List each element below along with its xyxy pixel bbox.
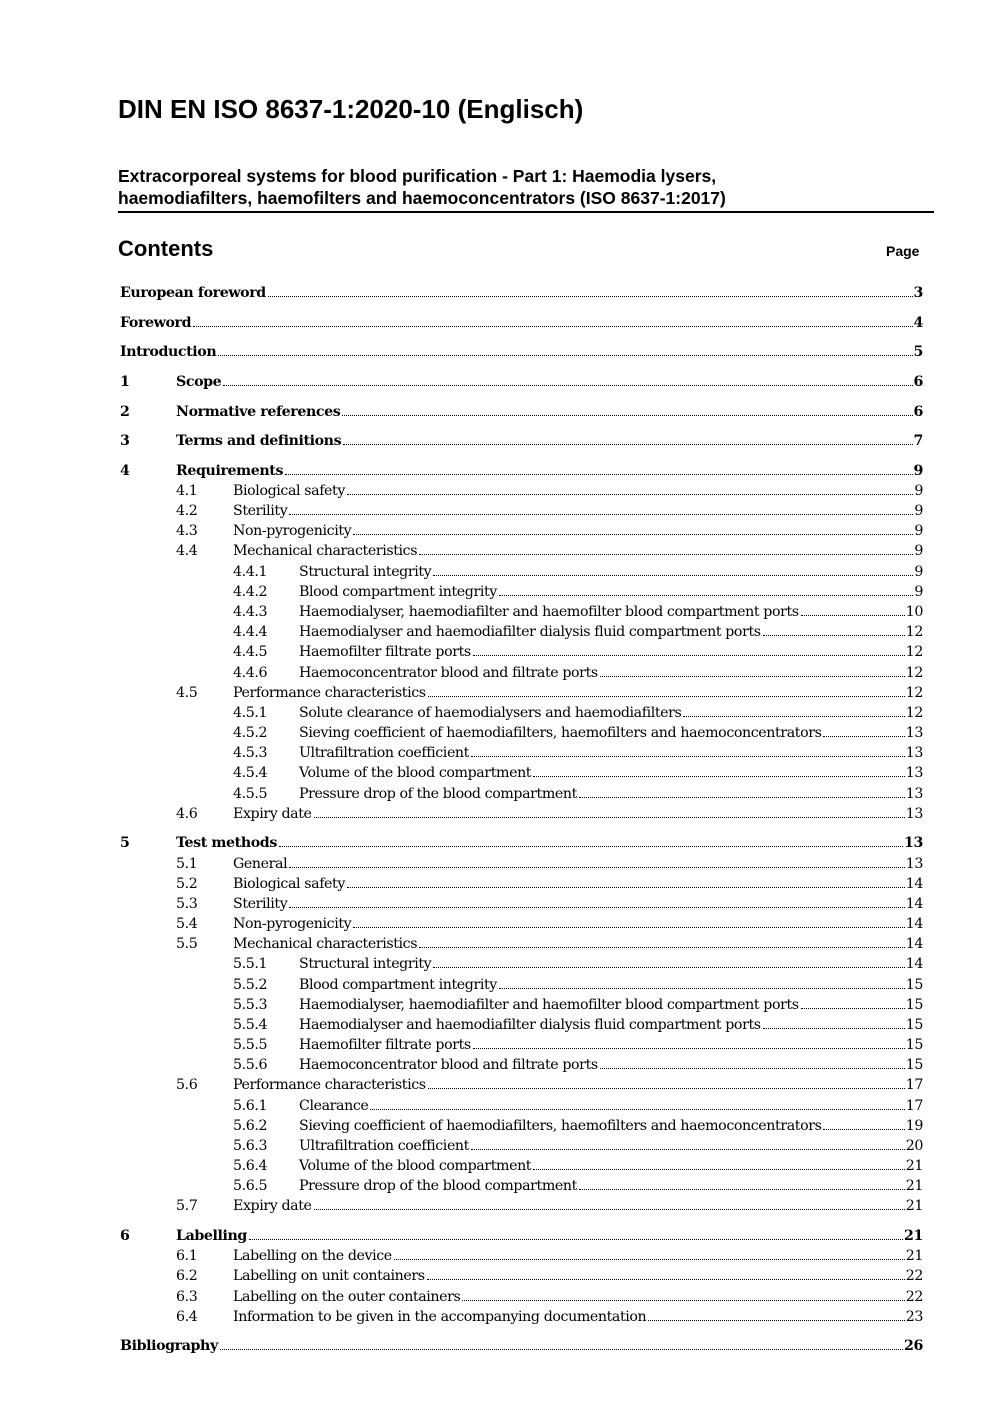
toc-entry-number: 5.5.5	[233, 1037, 268, 1053]
toc-entry-title: Bibliography	[120, 1338, 218, 1354]
toc-entry-page: 14	[905, 916, 923, 932]
toc-entry-number: 5.5	[176, 936, 198, 952]
toc-entry-page: 26	[904, 1338, 923, 1354]
contents-heading: Contents	[118, 236, 214, 261]
toc-entry-page: 6	[913, 404, 923, 420]
toc-entry-6-1[interactable]	[0, 1246, 992, 1266]
toc-entry-title: Haemodialyser, haemodiafilter and haemofilter blood compartment ports	[299, 604, 799, 620]
toc-entry-bibliography[interactable]	[0, 1336, 992, 1356]
toc-entry-title: Non-pyrogenicity	[233, 916, 352, 932]
document-title: DIN EN ISO 8637-1:2020-10 (Englisch)	[118, 94, 584, 124]
toc-entry-number: 4.4.1	[233, 564, 268, 580]
toc-entry-5-5-1[interactable]	[0, 954, 992, 974]
toc-entry-page: 9	[914, 543, 923, 559]
toc-entry-number: 4.4.4	[233, 624, 268, 640]
toc-entry-5-6[interactable]	[0, 1075, 992, 1095]
toc-entry-page: 13	[904, 835, 923, 851]
toc-entry-page: 12	[905, 624, 923, 640]
toc-entry-title: European foreword	[120, 285, 266, 301]
toc-entry-title: Normative references	[176, 404, 341, 420]
toc-entry-page: 14	[905, 956, 923, 972]
toc-entry-5[interactable]	[0, 833, 992, 853]
toc-entry-number: 4.1	[176, 483, 198, 499]
toc-entry-number: 5.6.4	[233, 1158, 268, 1174]
toc-entry-title: Mechanical characteristics	[233, 936, 418, 952]
toc-entry-5-5-5[interactable]	[0, 1035, 992, 1055]
toc-entry-page: 21	[905, 1178, 923, 1194]
toc-entry-number: 5.2	[176, 876, 198, 892]
toc-entry-page: 9	[913, 463, 923, 479]
toc-entry-title: Requirements	[176, 463, 284, 479]
toc-entry-page: 15	[905, 997, 923, 1013]
toc-entry-page: 7	[913, 433, 923, 449]
toc-entry-number: 4.4.2	[233, 584, 268, 600]
toc-entry-title: General	[233, 856, 288, 872]
toc-entry-5-5-4[interactable]	[0, 1015, 992, 1035]
toc-entry-title: Labelling on the outer containers	[233, 1289, 461, 1305]
toc-entry-title: Sieving coefficient of haemodiafilters, haemofilters and haemoconcentrators	[299, 725, 822, 741]
toc-entry-number: 4.2	[176, 503, 198, 519]
toc-entry-4-5-4[interactable]	[0, 763, 992, 783]
toc-entry-title: Haemofilter filtrate ports	[299, 1037, 471, 1053]
toc-entry-page: 13	[905, 765, 923, 781]
toc-entry-title: Biological safety	[233, 483, 345, 499]
toc-entry-title: Sterility	[233, 896, 288, 912]
toc-entry-page: 10	[905, 604, 923, 620]
toc-entry-page: 14	[905, 936, 923, 952]
toc-entry-4-4-1[interactable]	[0, 562, 992, 582]
toc-entry-1[interactable]	[0, 372, 992, 392]
toc-entry-4-5-3[interactable]	[0, 743, 992, 763]
toc-entry-page: 15	[905, 977, 923, 993]
toc-entry-title: Haemoconcentrator blood and filtrate ports	[299, 1057, 598, 1073]
toc-entry-6[interactable]	[0, 1226, 992, 1246]
toc-entry-page: 13	[905, 806, 923, 822]
toc-entry-4-5[interactable]	[0, 683, 992, 703]
toc-entry-title: Ultrafiltration coefficient	[299, 1138, 469, 1154]
toc-entry-number: 4.6	[176, 806, 198, 822]
toc-entry-title: Non-pyrogenicity	[233, 523, 352, 539]
toc-entry-page: 5	[913, 344, 923, 360]
toc-entry-4-4-6[interactable]	[0, 663, 992, 683]
toc-entry-5-2[interactable]	[0, 874, 992, 894]
toc-entry-title: Structural integrity	[299, 564, 432, 580]
toc-entry-title: Terms and definitions	[176, 433, 342, 449]
toc-entry-title: Blood compartment integrity	[299, 584, 497, 600]
toc-entry-title: Performance characteristics	[233, 685, 426, 701]
toc-entry-title: Expiry date	[233, 1198, 312, 1214]
toc-entry-title: Biological safety	[233, 876, 345, 892]
toc-entry-number: 5.5.4	[233, 1017, 268, 1033]
toc-entry-title: Labelling on the device	[233, 1248, 392, 1264]
toc-entry-page: 20	[905, 1138, 923, 1154]
toc-entry-title: Haemoconcentrator blood and filtrate ports	[299, 665, 598, 681]
toc-entry-6-4[interactable]	[0, 1307, 992, 1327]
toc-entry-number: 5.3	[176, 896, 198, 912]
toc-entry-title: Information to be given in the accompanying documentation	[233, 1309, 647, 1325]
toc-entry-number: 4.5.1	[233, 705, 268, 721]
toc-entry-3[interactable]	[0, 431, 992, 451]
toc-entry-4[interactable]	[0, 461, 992, 481]
toc-entry-6-2[interactable]	[0, 1266, 992, 1286]
toc-entry-5-4[interactable]	[0, 914, 992, 934]
toc-entry-page: 6	[913, 374, 923, 390]
toc-entry-number: 4.4.3	[233, 604, 268, 620]
toc-entry-5-5-6[interactable]	[0, 1055, 992, 1075]
toc-entry-page: 22	[905, 1289, 923, 1305]
toc-entry-introduction[interactable]	[0, 342, 992, 362]
toc-entry-page: 9	[914, 584, 923, 600]
toc-entry-title: Performance characteristics	[233, 1077, 426, 1093]
toc-entry-2[interactable]	[0, 402, 992, 422]
toc-entry-5-6-3[interactable]	[0, 1136, 992, 1156]
toc-entry-title: Blood compartment integrity	[299, 977, 497, 993]
toc-entry-4-4-5[interactable]	[0, 642, 992, 662]
toc-entry-5-6-5[interactable]	[0, 1176, 992, 1196]
toc-entry-page: 12	[905, 644, 923, 660]
toc-entry-page: 23	[905, 1309, 923, 1325]
toc-entry-number: 4.5.4	[233, 765, 268, 781]
toc-entry-page: 21	[905, 1158, 923, 1174]
toc-entry-title: Pressure drop of the blood compartment	[299, 786, 577, 802]
toc-entry-title: Haemodialyser and haemodiafilter dialysis fluid compartment ports	[299, 1017, 761, 1033]
toc-entry-foreword[interactable]	[0, 313, 992, 333]
toc-entry-title: Volume of the blood compartment	[299, 765, 532, 781]
toc-entry-number: 5.6.1	[233, 1098, 268, 1114]
toc-entry-page: 13	[905, 786, 923, 802]
toc-entry-5-7[interactable]	[0, 1196, 992, 1216]
toc-entry-number: 4.4	[176, 543, 198, 559]
toc-entry-page: 9	[914, 503, 923, 519]
toc-entry-number: 5.5.3	[233, 997, 268, 1013]
toc-entry-number: 4.5	[176, 685, 198, 701]
toc-entry-4-6[interactable]	[0, 804, 992, 824]
toc-entry-4-1[interactable]	[0, 481, 992, 501]
toc-entry-number: 6.1	[176, 1248, 198, 1264]
toc-entry-4-5-5[interactable]	[0, 784, 992, 804]
toc-entry-number: 5.5.1	[233, 956, 268, 972]
toc-entry-title: Haemofilter filtrate ports	[299, 644, 471, 660]
toc-entry-title: Pressure drop of the blood compartment	[299, 1178, 577, 1194]
toc-entry-4-4-3[interactable]	[0, 602, 992, 622]
toc-entry-4-5-1[interactable]	[0, 703, 992, 723]
toc-entry-number: 5.1	[176, 856, 198, 872]
toc-entry-5-5-3[interactable]	[0, 995, 992, 1015]
toc-entry-page: 21	[905, 1248, 923, 1264]
toc-entry-number: 5.6.3	[233, 1138, 268, 1154]
toc-entry-title: Haemodialyser, haemodiafilter and haemofilter blood compartment ports	[299, 997, 799, 1013]
toc-entry-number: 5.6.2	[233, 1118, 268, 1134]
toc-entry-title: Labelling on unit containers	[233, 1268, 425, 1284]
toc-entry-4-5-2[interactable]	[0, 723, 992, 743]
toc-entry-number: 4	[120, 463, 130, 479]
toc-entry-page: 4	[913, 315, 923, 331]
toc-entry-page: 17	[905, 1098, 923, 1114]
toc-entry-number: 6.3	[176, 1289, 198, 1305]
toc-entry-page: 13	[905, 856, 923, 872]
toc-entry-number: 1	[120, 374, 130, 390]
toc-entry-number: 5.6.5	[233, 1178, 268, 1194]
toc-entry-5-5[interactable]	[0, 934, 992, 954]
toc-entry-5-6-2[interactable]	[0, 1116, 992, 1136]
toc-entry-number: 5.5.2	[233, 977, 268, 993]
toc-entry-title: Solute clearance of haemodialysers and haemodiafilters	[299, 705, 682, 721]
toc-entry-number: 6.2	[176, 1268, 198, 1284]
toc-entry-number: 2	[120, 404, 130, 420]
toc-entry-number: 4.5.5	[233, 786, 268, 802]
toc-entry-page: 14	[905, 896, 923, 912]
toc-entry-number: 6	[120, 1228, 130, 1244]
toc-entry-page: 17	[905, 1077, 923, 1093]
toc-entry-number: 3	[120, 433, 130, 449]
toc-entry-page: 9	[914, 483, 923, 499]
toc-entry-title: Volume of the blood compartment	[299, 1158, 532, 1174]
toc-entry-title: Test methods	[176, 835, 277, 851]
toc-entry-title: Sterility	[233, 503, 288, 519]
toc-entry-number: 4.5.2	[233, 725, 268, 741]
page-column-label: Page	[886, 243, 920, 259]
toc-entry-title: Introduction	[120, 344, 217, 360]
toc-entry-page: 14	[905, 876, 923, 892]
toc-entry-number: 5	[120, 835, 130, 851]
toc-entry-4-4[interactable]	[0, 541, 992, 561]
toc-entry-page: 13	[905, 745, 923, 761]
toc-entry-page: 12	[905, 665, 923, 681]
toc-entry-title: Ultrafiltration coefficient	[299, 745, 469, 761]
toc-entry-number: 4.4.6	[233, 665, 268, 681]
toc-entry-number: 6.4	[176, 1309, 198, 1325]
toc-entry-page: 3	[913, 285, 923, 301]
toc-entry-title: Foreword	[120, 315, 192, 331]
toc-entry-title: Haemodialyser and haemodiafilter dialysis fluid compartment ports	[299, 624, 761, 640]
toc-entry-page: 15	[905, 1017, 923, 1033]
toc-entry-5-1[interactable]	[0, 854, 992, 874]
subtitle-line-2: haemodiafilters, haemofilters and haemoconcentrators (ISO 8637-1:2017)	[118, 188, 726, 208]
toc-entry-title: Scope	[176, 374, 222, 390]
toc-entry-number: 4.5.3	[233, 745, 268, 761]
toc-entry-4-4-2[interactable]	[0, 582, 992, 602]
toc-entry-5-3[interactable]	[0, 894, 992, 914]
toc-entry-page: 9	[914, 564, 923, 580]
toc-entry-4-4-4[interactable]	[0, 622, 992, 642]
toc-entry-number: 5.6	[176, 1077, 198, 1093]
toc-entry-page: 22	[905, 1268, 923, 1284]
subtitle-line-1: Extracorporeal systems for blood purification - Part 1: Haemodia lysers,	[118, 166, 717, 186]
toc-entry-page: 12	[905, 705, 923, 721]
toc-entry-number: 4.4.5	[233, 644, 268, 660]
toc-entry-number: 5.5.6	[233, 1057, 268, 1073]
toc-entry-title: Labelling	[176, 1228, 247, 1244]
toc-entry-page: 9	[914, 523, 923, 539]
toc-entry-european-foreword[interactable]	[0, 283, 992, 303]
toc-entry-title: Clearance	[299, 1098, 369, 1114]
toc-entry-page: 15	[905, 1057, 923, 1073]
toc-entry-5-6-1[interactable]	[0, 1096, 992, 1116]
toc-entry-number: 4.3	[176, 523, 198, 539]
toc-entry-4-3[interactable]	[0, 521, 992, 541]
toc-entry-number: 5.4	[176, 916, 198, 932]
toc-entry-page: 21	[905, 1198, 923, 1214]
toc-entry-4-2[interactable]	[0, 501, 992, 521]
toc-entry-title: Mechanical characteristics	[233, 543, 418, 559]
toc-entry-page: 12	[905, 685, 923, 701]
toc-entry-title: Sieving coefficient of haemodiafilters, haemofilters and haemoconcentrators	[299, 1118, 822, 1134]
toc-entry-page: 13	[905, 725, 923, 741]
toc-entry-title: Structural integrity	[299, 956, 432, 972]
toc-entry-page: 21	[904, 1228, 923, 1244]
toc-entry-page: 19	[905, 1118, 923, 1134]
toc-entry-title: Expiry date	[233, 806, 312, 822]
toc-entry-5-5-2[interactable]	[0, 975, 992, 995]
toc-entry-number: 5.7	[176, 1198, 198, 1214]
toc-entry-page: 15	[905, 1037, 923, 1053]
toc-entry-5-6-4[interactable]	[0, 1156, 992, 1176]
toc-entry-6-3[interactable]	[0, 1287, 992, 1307]
